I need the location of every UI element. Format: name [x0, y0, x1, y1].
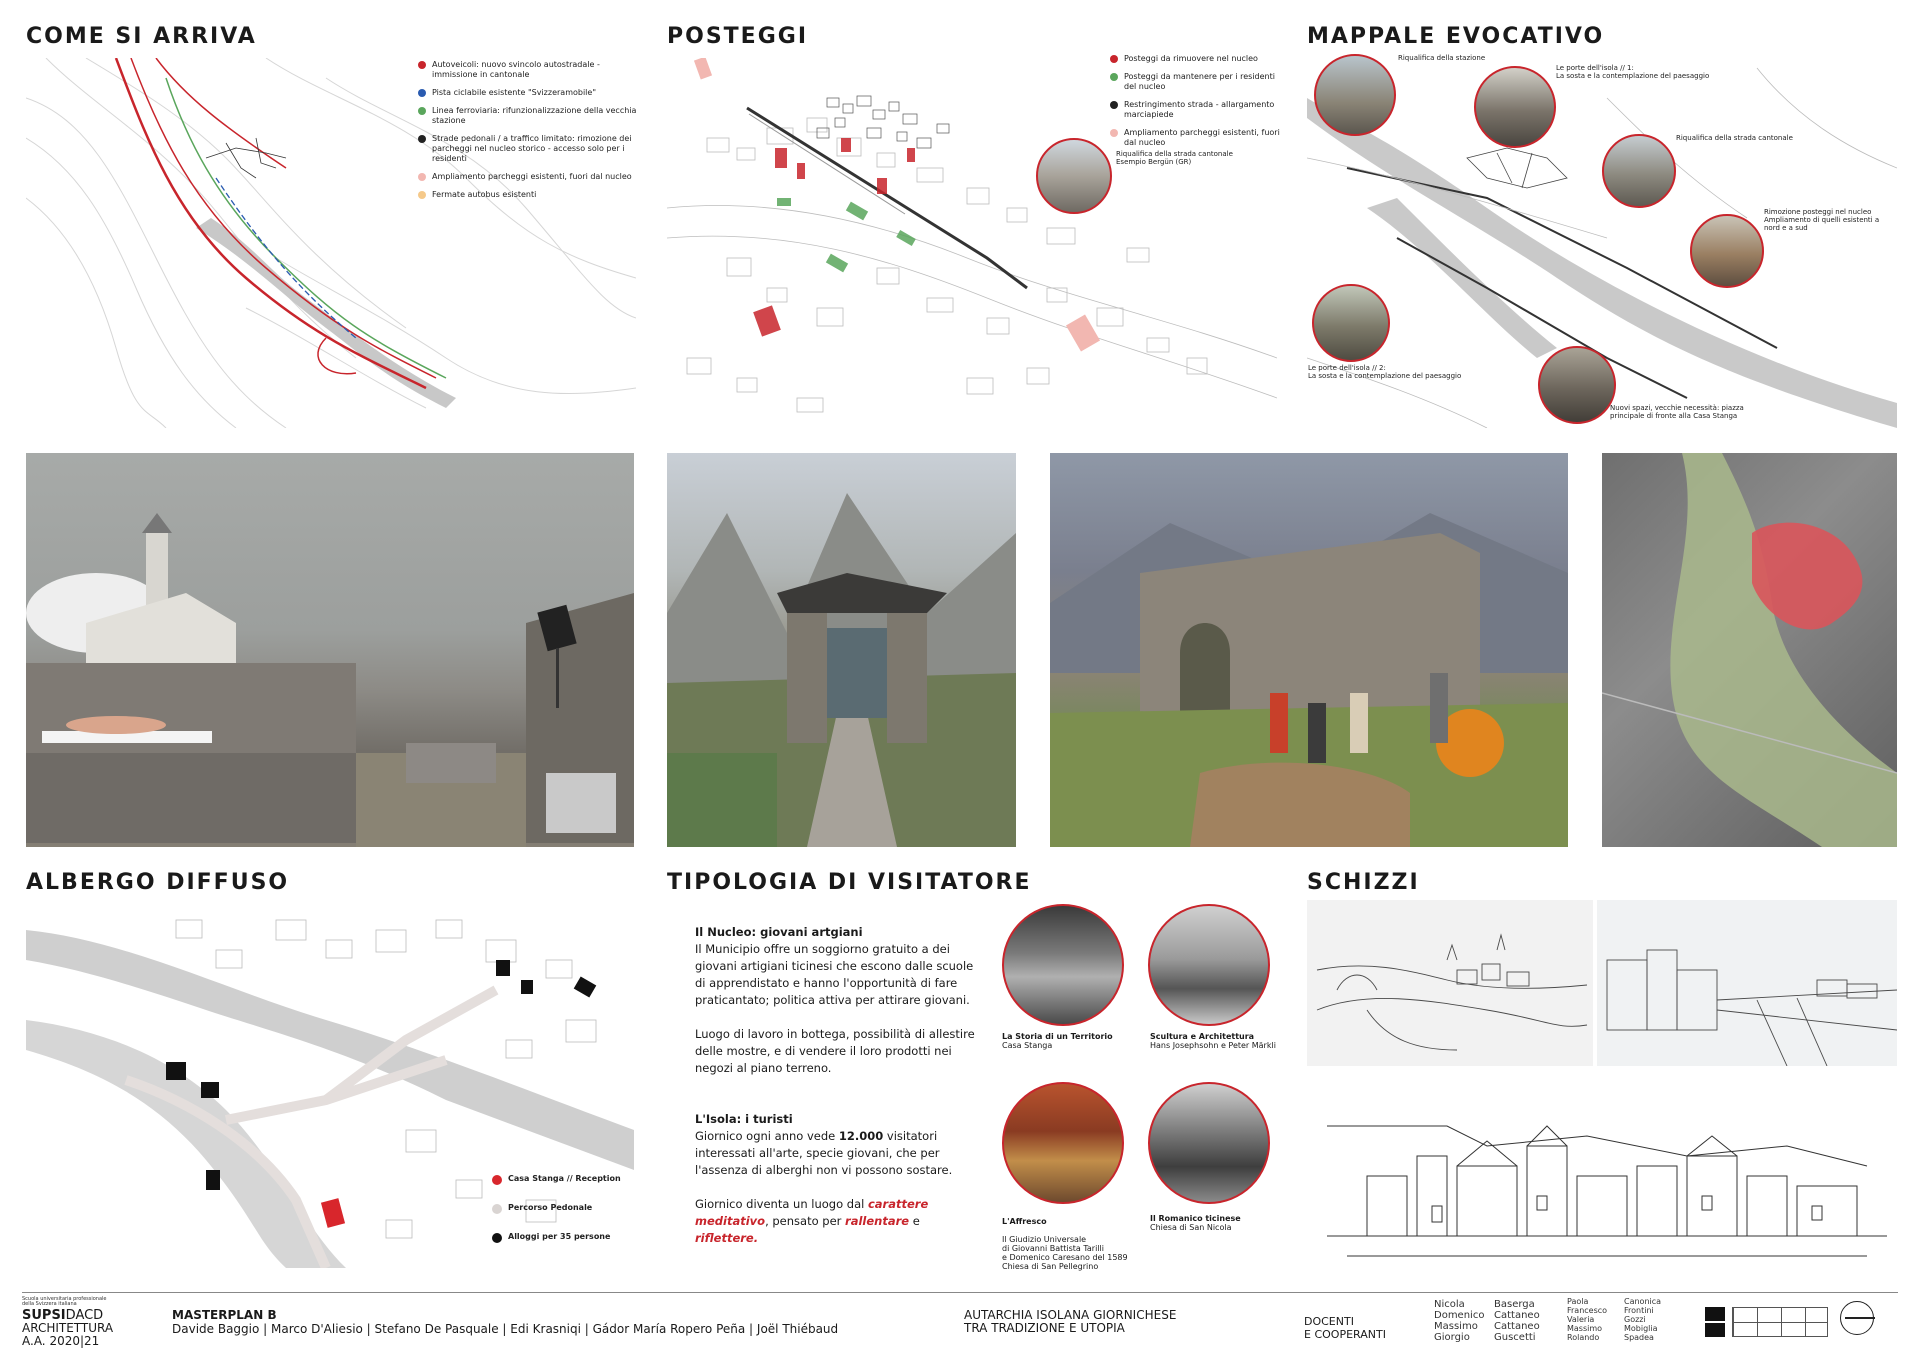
legend-item [492, 1174, 642, 1185]
caption-porte-2: Le porte dell'isola // 2: La sosta e la contemplazione del paesaggio [1308, 364, 1462, 380]
legend-label: Casa Stanga // Reception [508, 1174, 621, 1183]
legend-label: Restringimento strada - allargamento marciapiede [1124, 100, 1275, 119]
docenti-label-2: E COOPERANTI [1304, 1328, 1386, 1341]
workers-illustration [1050, 453, 1568, 847]
pink-dot-icon [1110, 129, 1118, 137]
isola-text: e [909, 1214, 920, 1228]
legend-item [1110, 128, 1280, 148]
cantonale-photo [1602, 134, 1676, 208]
posteggi-photo [1690, 214, 1764, 288]
isola-text: Giornico ogni anno vede [695, 1129, 839, 1143]
sketch-1-drawing [1307, 900, 1593, 1066]
legend-label: Ampliamento parcheggi esistenti, fuori dal nucleo [1124, 128, 1280, 147]
authors: Davide Baggio | Marco D'Aliesio | Stefano De Pasquale | Edi Krasniqi | Gádor María Ropero Peña | Joël Thiébaud [172, 1322, 839, 1336]
legend-posteggi [1110, 54, 1280, 156]
collage-workers [1050, 453, 1568, 847]
legend-albergo [492, 1174, 642, 1251]
caption-posteggi: Rimozione posteggi nel nucleo Ampliamento di quelli esistenti a nord e a sud [1764, 208, 1880, 232]
green-dot-icon [418, 107, 426, 115]
caption-sub: Hans Josephsohn e Peter Märkli [1150, 1041, 1276, 1050]
docenti-names-last: Baserga Cattaneo Cattaneo Guscetti [1494, 1299, 1540, 1343]
visitor-count: 12.000 [838, 1129, 884, 1143]
legend-item [418, 190, 638, 200]
legend-item [1110, 72, 1280, 92]
section-title-come-si-arriva: COME SI ARRIVA [26, 24, 257, 49]
caption-stazione: Riqualifica della stazione [1398, 54, 1486, 62]
caption-porte-1: Le porte dell'isola // 1: La sosta e la contemplazione del paesaggio [1556, 64, 1710, 80]
black-dot-icon [492, 1233, 502, 1243]
orange-dot-icon [418, 191, 426, 199]
legend-item [418, 88, 638, 98]
isola-text: visitatori interessati all'arte, specie giovani, che per l'assenza di alberghi non vi possono sostare. [695, 1129, 953, 1177]
board-index-grid [1732, 1307, 1828, 1337]
caption-spazi: Nuovi spazi, vecchie necessità: piazza principale di fronte alla Casa Stanga [1610, 404, 1744, 420]
school-logo-light: DACD [65, 1308, 104, 1323]
legend-item [418, 106, 638, 126]
collage-stone-gate [667, 453, 1016, 847]
legend-item [418, 134, 638, 164]
caption-title: La Storia di un Territorio [1002, 1032, 1113, 1041]
station-photo [1314, 54, 1396, 136]
isola-paragraph-2 [695, 1196, 985, 1247]
section-title-tipologia: TIPOLOGIA DI VISITATORE [667, 870, 1032, 895]
legend-label: Linea ferroviaria: rifunzionalizzazione della vecchia stazione [432, 106, 637, 125]
caption-sub: Casa Stanga [1002, 1041, 1053, 1050]
legend-label: Percorso Pedonale [508, 1203, 593, 1212]
legend-come-si-arriva [418, 60, 638, 208]
docenti-names-first: Nicola Domenico Massimo Giorgio [1434, 1299, 1485, 1343]
bergun-street-photo [1036, 138, 1112, 214]
porte-1-photo [1474, 66, 1556, 148]
caption-romanico [1150, 1214, 1310, 1232]
section-title-posteggi: POSTEGGI [667, 24, 809, 49]
legend-item [492, 1203, 642, 1214]
piazza-photo [1538, 346, 1616, 424]
black-dot-icon [1110, 101, 1118, 109]
caption-title: Scultura e Architettura [1150, 1032, 1255, 1041]
nucleo-paragraph-1: Il Municipio offre un soggiorno gratuito a dei giovani artigiani ticinesi che escono dalle scuole di apprendistato e hanno l'opportunità di fare praticantato; politica attiva per attirare giovani. [695, 942, 974, 1007]
affresco-photo [1002, 1082, 1124, 1204]
legend-item [418, 172, 638, 182]
emphasis-text: rallentare [845, 1214, 910, 1228]
red-dot-icon [492, 1175, 502, 1185]
aerial-illustration [1602, 453, 1897, 847]
pink-dot-icon [418, 173, 426, 181]
aerial-photo [1602, 453, 1897, 847]
caption-sub: Il Giudizio Universale di Giovanni Battista Tarilli e Domenico Caresano del 1589 Chiesa di San Pellegrino [1002, 1235, 1128, 1271]
legend-item [1110, 54, 1280, 64]
docenti-label-1: DOCENTI [1304, 1315, 1354, 1328]
caption-scultura [1150, 1032, 1310, 1050]
legend-label: Strade pedonali / a traffico limitato: rimozione dei parcheggi nel nucleo storico - accesso solo per i residenti [432, 134, 632, 163]
caption-title: Il Romanico ticinese [1150, 1214, 1241, 1223]
caption-title: L'Affresco [1002, 1217, 1047, 1226]
tipologia-text [695, 924, 985, 1247]
legend-label: Ampliamento parcheggi esistenti, fuori dal nucleo [432, 172, 632, 181]
legend-label: Fermate autobus esistenti [432, 190, 537, 199]
church-wall-illustration [26, 453, 634, 847]
legend-label: Alloggi per 35 persone [508, 1232, 611, 1241]
sketch-3 [1307, 1096, 1897, 1276]
caption-cantonale: Riqualifica della strada cantonale [1676, 134, 1793, 142]
section-title-mappale: MAPPALE EVOCATIVO [1307, 24, 1605, 49]
footer [22, 1292, 1898, 1347]
legend-item [1110, 100, 1280, 120]
blue-dot-icon [418, 89, 426, 97]
sketch-3-drawing [1307, 1096, 1897, 1276]
emphasis-text: riflettere. [695, 1231, 759, 1245]
sketch-2-drawing [1597, 900, 1897, 1066]
red-dot-icon [418, 61, 426, 69]
department: ARCHITETTURA [22, 1321, 114, 1335]
isola-title: L'Isola: i turisti [695, 1112, 793, 1126]
sketch-1 [1307, 900, 1593, 1066]
black-dot-icon [418, 135, 426, 143]
san-nicola-photo [1148, 1082, 1270, 1204]
section-title-schizzi: SCHIZZI [1307, 870, 1420, 895]
emphasis-text: carattere meditativo [695, 1197, 929, 1228]
cooperanti-names-first: Paola Francesco Valeria Massimo Rolando [1567, 1297, 1608, 1342]
school-logo-bold: SUPSI [22, 1308, 66, 1323]
legend-item [492, 1232, 642, 1243]
nucleo-title: Il Nucleo: giovani artgiani [695, 925, 863, 939]
sketch-2 [1597, 900, 1897, 1066]
casa-stanga-photo [1002, 904, 1124, 1026]
caption-affresco [1002, 1208, 1162, 1280]
thesis-title-2: TRA TRADIZIONE E UTOPIA [964, 1321, 1125, 1335]
cooperanti-names-last: Canonica Frontini Gozzi Mobiglia Spadea [1624, 1297, 1662, 1342]
north-arrow-icon [1840, 1301, 1874, 1335]
isola-paragraph-1 [695, 1128, 985, 1179]
nucleo-paragraph-2: Luogo di lavoro in bottega, possibilità di allestire delle mostre, e di vendere il loro prodotti nei negozi al piano terreno. [695, 1027, 975, 1075]
legend-label: Posteggi da rimuovere nel nucleo [1124, 54, 1258, 63]
academic-year: A.A. 2020|21 [22, 1334, 100, 1348]
school-subtitle: Scuola universitaria professionale della Svizzera italiana [22, 1296, 107, 1307]
gray-dot-icon [492, 1204, 502, 1214]
sculpture-photo [1148, 904, 1270, 1026]
project-title: MASTERPLAN B [172, 1308, 277, 1322]
legend-label: Pista ciclabile esistente "Svizzeramobile" [432, 88, 597, 97]
legend-item [418, 60, 638, 80]
red-dot-icon [1110, 55, 1118, 63]
legend-label: Autoveicoli: nuovo svincolo autostradale - immissione in cantonale [432, 60, 600, 79]
legend-label: Posteggi da mantenere per i residenti del nucleo [1124, 72, 1275, 91]
stone-gate-illustration [667, 453, 1016, 847]
collage-church-wall [26, 453, 634, 847]
isola-text: Giornico diventa un luogo dal [695, 1197, 868, 1211]
caption-storia [1002, 1032, 1142, 1050]
board-index-cell-filled [1705, 1323, 1725, 1337]
section-title-albergo: ALBERGO DIFFUSO [26, 870, 290, 895]
caption-sub: Chiesa di San Nicola [1150, 1223, 1232, 1232]
thesis-title-1: AUTARCHIA ISOLANA GIORNICHESE [964, 1308, 1177, 1322]
isola-text: , pensato per [765, 1214, 846, 1228]
board-index-cell-filled [1705, 1307, 1725, 1321]
bergun-caption: Riqualifica della strada cantonale Esempio Bergün (GR) [1116, 150, 1233, 166]
green-dot-icon [1110, 73, 1118, 81]
porte-2-photo [1312, 284, 1390, 362]
